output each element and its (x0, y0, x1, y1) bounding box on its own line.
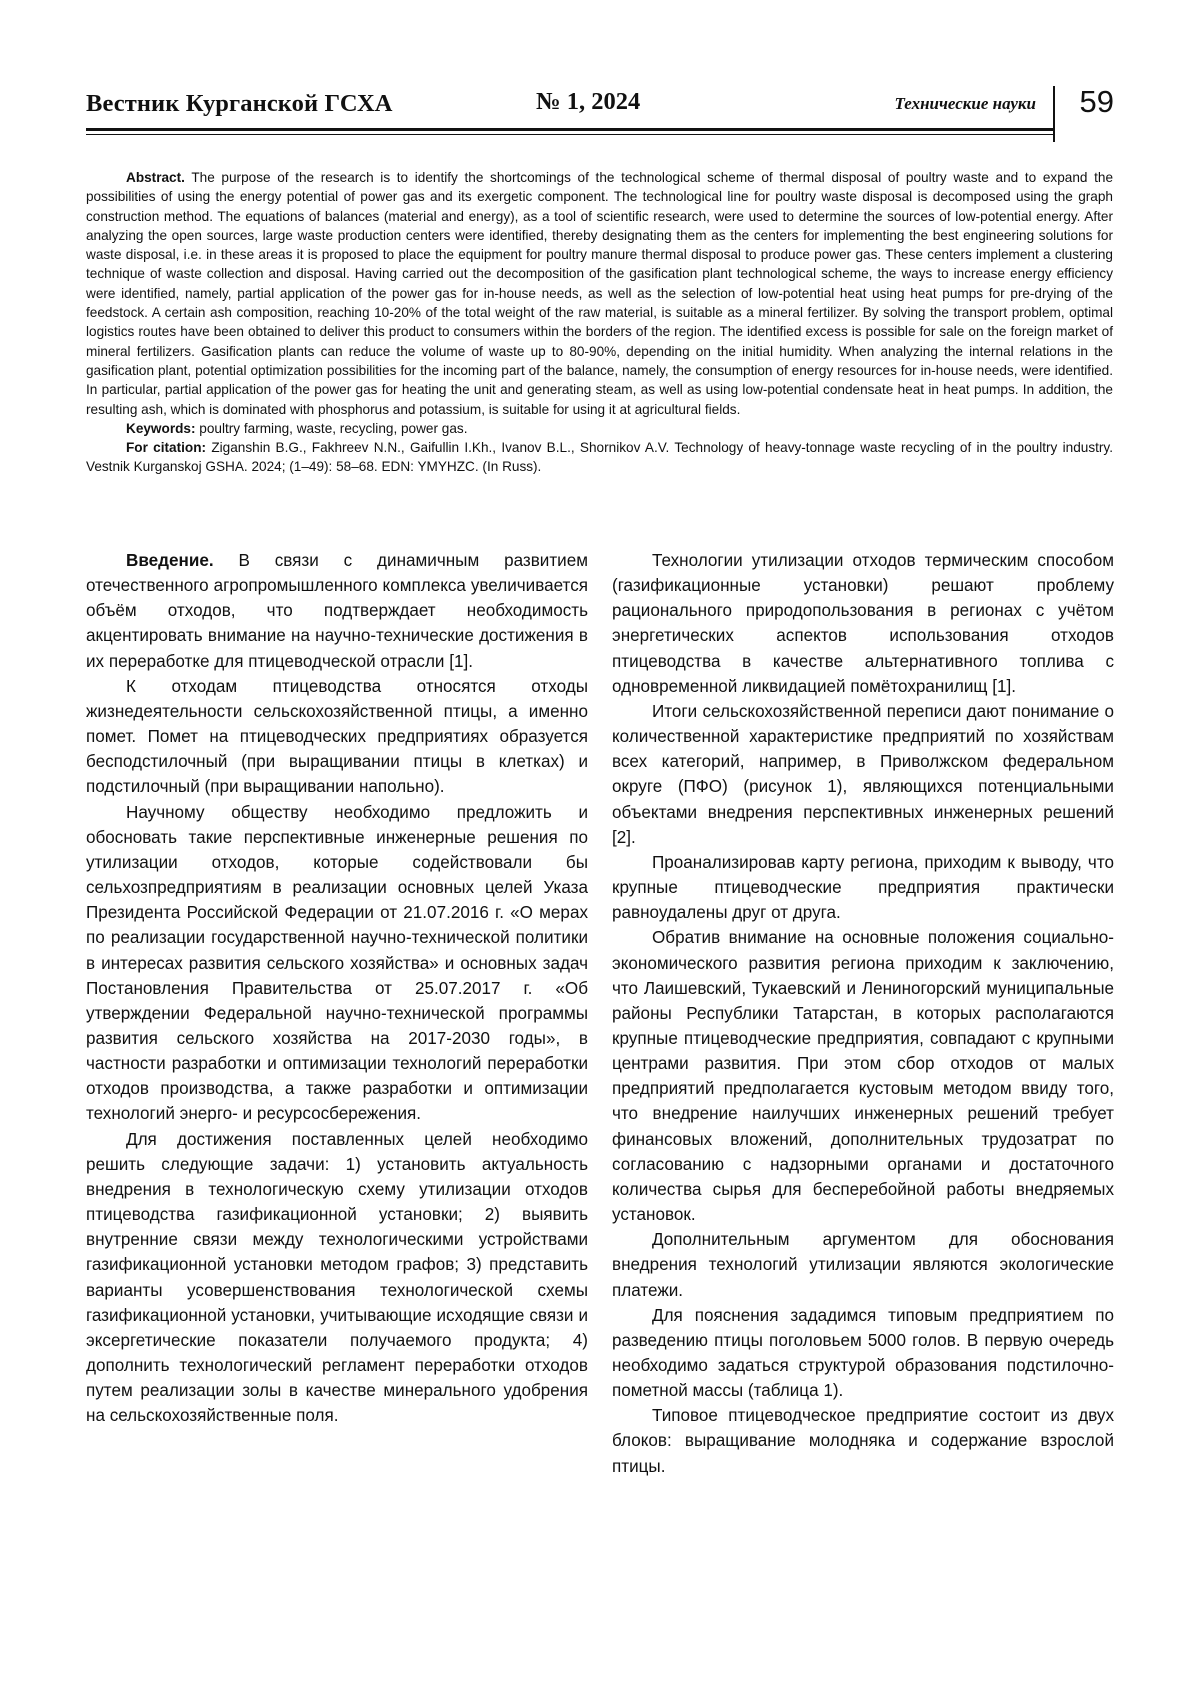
header-vertical-rule (1053, 86, 1055, 142)
issue-number: № 1, 2024 (536, 88, 641, 115)
body-paragraph: Для достижения поставленных целей необходимо решить следующие задачи: 1) установить актуальность внедрения в технологическую схему утилизации отходов птицеводства газификационной установки; 2) выявить внутренние связи между технологическими устройствами газификационной установки методом графов; 3) представить варианты усовершенствования технологической схемы газификационной установки, учитывающие исходящие связи и эксергетические показатели получаемого продукта; 4) дополнить технологический регламент переработки отходов путем реализации золы в качестве минерального удобрения на сельскохозяйственные поля. (86, 1129, 588, 1426)
body-paragraph: Обратив внимание на основные положения социально-экономического развития региона приходим к заключению, что Лаишевский, Тукаевский и Лениногорский муниципальные районы Республики Татарстан, в которых располагаются крупные птицеводческие предприятия, совпадают с крупными центрами развития. При этом сбор отходов от малых предприятий предполагается кустовым методом ввиду того, что внедрение наилучших инженерных решений требует финансовых вложений, дополнительных трудозатрат по согласованию с надзорными органами и достаточного количества сырья для бесперебойной работы внедряемых установок. (612, 928, 1114, 1225)
body-paragraph: Для пояснения зададимся типовым предприятием по разведению птицы поголовьем 5000 голов. В первую очередь необходимо задаться структурой образования подстилочно-пометной массы (таблица 1). (612, 1305, 1114, 1401)
keywords-label: Keywords: (126, 420, 196, 436)
abstract-text: The purpose of the research is to identify the shortcomings of the technological scheme of thermal disposal of poultry waste and to expand the possibilities of using the energy potential of power gas and its exergetic component. The technological line for poultry waste disposal is decomposed using the graph construction method. The equations of balances (material and energy), as a tool of scientific research, were used to determine the sources of low-potential energy. After analyzing the open sources, large waste production centers were identified, thereby designating them as the centers for implementing the best engineering solutions for waste disposal, i.e. in these areas it is proposed to place the equipment for poultry manure thermal disposal to produce power gas. These centers implement a clustering technique of waste collection and disposal. Having carried out the decomposition of the gasification plant technological scheme, the ways to increase energy efficiency were identified, namely, partial application of the power gas for in-house needs, as well as the selection of low-potential heat using heat pumps for pre-drying of the feedstock. A certain ash composition, reaching 10-20% of the total weight of the raw material, is suitable as a mineral fertilizer. By solving the transport problem, optimal logistics routes have been obtained to deliver this product to consumers within the borders of the region. The identified excess is possible for sale on the foreign market of mineral fertilizers. Gasification plants can reduce the volume of waste up to 80-90%, depending on the initial humidity. When analyzing the internal relations in the gasification plant, potential optimization possibilities for the incoming part of the balance, namely, the consumption of energy resources for in-house needs, were identified. In particular, partial application of the power gas for heating the unit and generating steam, as well as using low-potential condensate heat in heat pumps. In addition, the resulting ash, which is dominated with phosphorus and potassium, is suitable for using it at agricultural fields. (86, 170, 1114, 417)
header-rule-thick (86, 128, 1053, 131)
intro-label: Введение. (126, 551, 214, 570)
keywords-text: poultry farming, waste, recycling, power gas. (199, 420, 468, 436)
body-paragraph: Дополнительным аргументом для обоснования внедрения технологий утилизации являются экологические платежи. (612, 1230, 1114, 1300)
body-paragraph: Научному обществу необходимо предложить и обосновать такие перспективные инженерные решения по утилизации отходов, которые содействовали бы сельхозпредприятиям в реализации основных целей Указа Президента Российской Федерации от 21.07.2016 г. «О мерах по реализации государственной научно-технической политики в интересах развития сельского хозяйства» и основных задач Постановления Правительства от 25.07.2017 г. «Об утверждении Федеральной научно-технической программы развития сельского хозяйства на 2017-2030 годы», в частности разработки и оптимизации технологий переработки отходов производства, а также разработки и оптимизации технологий энерго- и ресурсосбережения. (86, 802, 588, 1124)
citation-label: For citation: (126, 440, 207, 456)
page-number: 59 (1079, 84, 1114, 119)
abstract-paragraph (86, 168, 1113, 419)
keywords-paragraph (86, 419, 1113, 438)
intro-paragraph (86, 548, 588, 674)
header-rule-thin (86, 134, 1053, 135)
body-column-left (86, 548, 588, 1428)
body-paragraph: Типовое птицеводческое предприятие состоит из двух блоков: выращивание молодняка и содержание взрослой птицы. (612, 1406, 1114, 1476)
citation-text: Ziganshin B.G., Fakhreev N.N., Gaifullin I.Kh., Ivanov B.L., Shornikov A.V. Technology of heavy-tonnage waste recycling of in the poultry industry. Vestnik Kurganskoj GSHA. 2024; (1–49): 58–68. EDN: YMYHZC. (In Russ). (86, 440, 1113, 475)
body-paragraph: Итоги сельскохозяйственной переписи дают понимание о количественной характеристике предприятий по хозяйствам всех категорий, например, в Приволжском федеральном округе (ПФО) (рисунок 1), являющихся потенциальными объектами внедрения перспективных инженерных решений [2]. (612, 701, 1114, 847)
section-title: Технические науки (894, 94, 1036, 113)
body-paragraph: К отходам птицеводства относятся отходы жизнедеятельности сельскохозяйственной птицы, а именно помет. Помет на птицеводческих предприятиях образуется бесподстилочный (при выращивании птицы в клетках) и подстилочный (при выращивании напольно). (86, 676, 588, 797)
abstract-label: Abstract. (126, 170, 185, 185)
journal-title: Вестник Курганской ГСХА (86, 90, 393, 117)
body-column-right (612, 548, 1114, 1479)
intro-text: В связи с динамичным развитием отечественного агропромышленного комплекса увеличивается объём отходов, что подтверждает необходимость акцентировать внимание на научно-технические достижения в их переработке для птицеводческой отрасли [1]. (86, 551, 588, 671)
body-paragraph: Проанализировав карту региона, приходим к выводу, что крупные птицеводческие предприятия практически равноудалены друг от друга. (612, 852, 1114, 923)
page-header (86, 86, 1114, 126)
abstract-block (86, 168, 1113, 477)
body-paragraph: Технологии утилизации отходов термическим способом (газификационные установки) решают проблему рационального природопользования в регионах с учётом энергетических аспектов использования отходов птицеводства в качестве альтернативного топлива с одновременной ликвидацией помётохранилищ [1]. (612, 551, 1114, 696)
citation-paragraph (86, 438, 1113, 477)
